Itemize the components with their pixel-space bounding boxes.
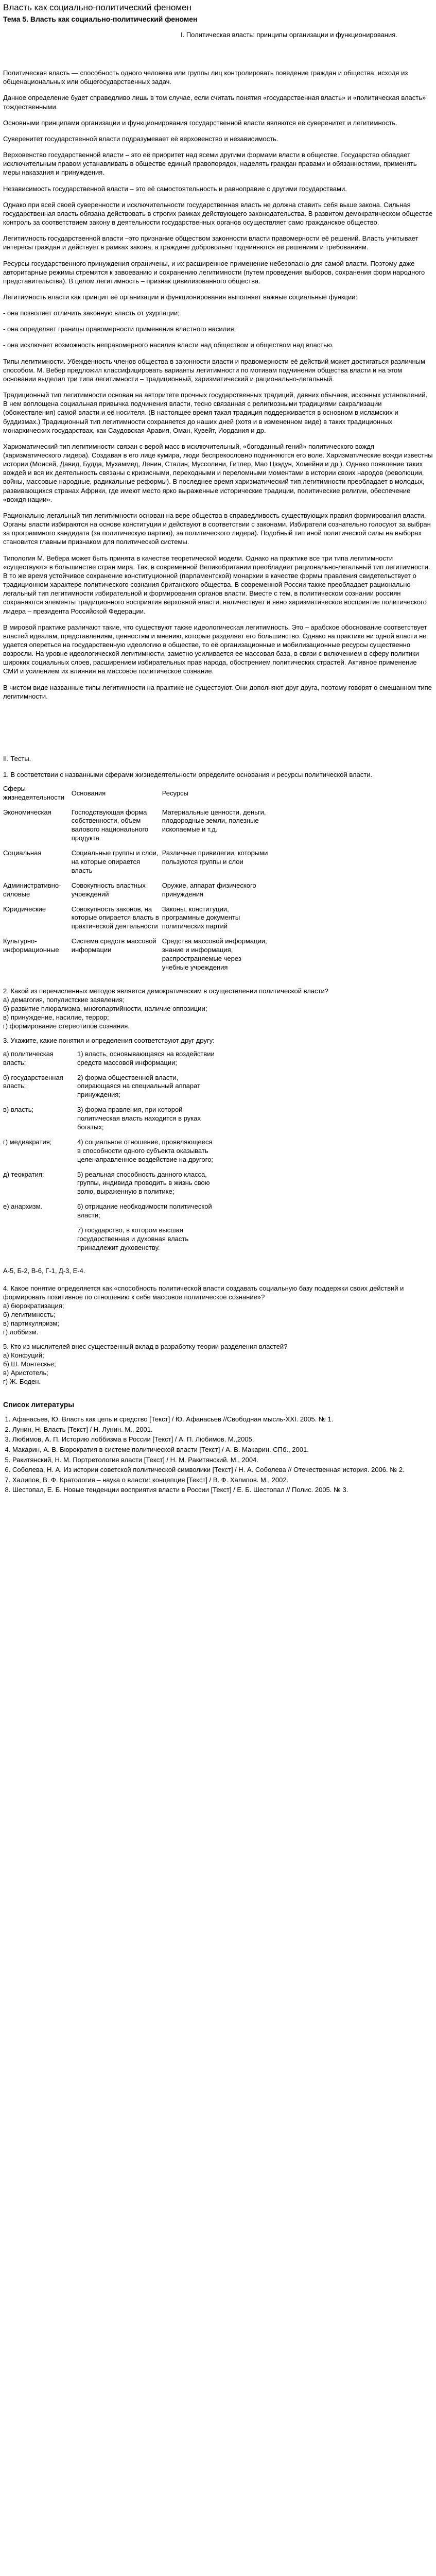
paragraph: Традиционный тип легитимности основан на авторитете прочных государственных традиций, давних обычаев, исконных установлений. В нем воплощена социальная привычка подчинения власти, тесно связанная с религиозными традициями сакрализации (обожествления) самой власти и её носителя. (В настоящее время такая традиция поддерживается в основном в исламских и буддизмах.) Традиционный тип легитимности сохраняется до наших дней (хотя и в измененном виде) в таких традиционных монархических государствах, как Саудовская Аравия, Оман, Кувейт, Иордания и др. <box>3 391 428 434</box>
table-cell: Система средств массовой информации <box>71 937 156 954</box>
matching-table <box>3 1049 219 1258</box>
table-cell: Господствующая форма собственности, объем валового национального продукта <box>71 808 149 842</box>
paragraph: Харизматический тип легитимности связан с верой масс в исключительный, «богоданный гений» политического вождя (харизматического лидера). Создавая в его лице кумира, люди беспрекословно подчиняются его воле. Харизматические вожди известны истории (Моисей, Давид, Будда, Мухаммед, Ленин, Сталин, Муссолини, Гитлер, Мао Цзэдун, Хомейни и др.). Однако появление таких вождей и вся их деятельность связаны с кризисными, переходными и переломными моментами в истории своих народов (революции, войны, массовые народные, радикальные реформы). В последнее время харизматический тип легитимности преобладает в молодых, развивающихся странах Африки, где имеют место ярко выраженные исторические традиции, политические религии, обеспечение «вождя нации». <box>3 442 433 503</box>
reference-item: 5. Ракитянский, Н. М. Портретология власти [Текст] / Н. М. Ракитянский. М., 2004. <box>12 1455 433 1465</box>
table-cell: Различные привилегии, которыми пользуются группы и слои <box>162 849 268 866</box>
answer-option: а) Конфуций; <box>3 1351 44 1359</box>
table-cell: б) государственная власть; <box>3 1073 63 1090</box>
topic-heading: Тема 5. Власть как социально-политический феномен <box>3 15 198 24</box>
paragraph: Основными принципами организации и функционирования государственной власти являются её суверенитет и легитимность. <box>3 118 397 127</box>
answer-option: г) формирование стереотипов сознания. <box>3 1022 130 1030</box>
table-row <box>3 1201 219 1225</box>
table-row <box>3 880 271 904</box>
paragraph: Рационально-легальный тип легитимности основан на вере общества в справедливость существующих правил формирования власти. Органы власти избираются на основе конституции и действуют в соответствии с законами. Избиратели сознательно голосуют за выбран за программного кандидата (за политическую партию), за политического лидера). Подобный тип иной политической силы на выборах становится главным признаком для политической системы. <box>3 511 431 546</box>
reference-item: 1. Афанасьев, Ю. Власть как цель и средство [Текст] / Ю. Афанасьев //Свободная мысль-XXI. 2005. № 1. <box>12 1415 433 1424</box>
answer-option: а) демагогия, популистские заявления; <box>3 995 125 1004</box>
body-text <box>3 69 433 701</box>
table-cell: Административно-силовые <box>3 881 61 898</box>
paragraph: Однако при всей своей суверенности и исключительности государственная власть не должна ставить себя выше закона. Сильная государственная власть обязана действовать в строгих рамках действующего законодательства. В развитом демократическом обществе контроль за соответствием закону в деятельности государственных органов осуществляет само гражданское общество. <box>3 200 433 227</box>
spacer <box>3 708 433 754</box>
question-4 <box>3 1284 433 1337</box>
table-cell: а) политическая власть; <box>3 1049 54 1066</box>
question-5 <box>3 1342 433 1386</box>
paragraph: Легитимность государственной власти –это признание обществом законности власти правомерности её решений. Власть учитывает интересы граждан и действует в рамках закона, а граждане добровольно подчиняются её решениям и требованиям. <box>3 234 418 251</box>
paragraph: Легитимность власти как принцип её организации и функционирования выполняет важные социальные функции: <box>3 293 358 301</box>
question-text: 1. В соответствии с названными сферами жизнедеятельности определите основания и ресурсы политической власти. <box>3 771 373 779</box>
table-cell: Социальная <box>3 849 42 857</box>
table-cell: Совокупность законов, на которые опирается власть в практической деятельности <box>71 905 159 930</box>
table-cell: 1) власть, основывающаяся на воздействии средств массовой информации; <box>77 1049 215 1066</box>
paragraph: Данное определение будет справедливо лишь в том случае, если считать понятия «государственная власть» и «политическая власть» тождественными. <box>3 94 426 111</box>
reference-item: 8. Шестопал, Е. Б. Новые тенденции восприятия власти в России [Текст] / Е. Б. Шестопал // Полис. 2005. № 3. <box>12 1485 433 1495</box>
table-cell: 3) форма правления, при которой политическая власть находится в руках богатых; <box>77 1106 201 1131</box>
table-cell: 5) реальная способность данного класса, группы, индивида проводить в жизнь свою волю, выраженную в политике; <box>77 1170 210 1196</box>
reference-item: 2. Лунин, Н. Власть [Текст] / Н. Лунин. М., 2001. <box>12 1425 433 1434</box>
table-header-row <box>3 783 271 807</box>
paragraph: - она исключает возможность неправомерного насилия власти над обществом и обществом над властью. <box>3 341 334 349</box>
answer-option: б) развитие плюрализма, многопартийности, наличие оппозиции; <box>3 1005 207 1013</box>
table-cell: д) теократия; <box>3 1170 44 1178</box>
spheres-table <box>3 783 271 977</box>
table-row <box>3 807 271 849</box>
table-row <box>3 848 271 880</box>
table-cell: Материальные ценности, деньги, плодородные земли, полезные ископаемые и т.д. <box>162 808 266 834</box>
table-cell: 2) форма общественной власти, опирающаяся на специальный аппарат принуждения; <box>77 1073 201 1099</box>
question-2 <box>3 987 433 1031</box>
question-1 <box>3 770 433 977</box>
references-heading: Список литературы <box>3 1400 75 1409</box>
table-row <box>3 936 271 977</box>
page-title: Власть как социально-политический феномен <box>3 3 191 12</box>
table-cell: Юридические <box>3 905 46 913</box>
table-cell: г) медиакратия; <box>3 1138 52 1146</box>
table-cell: е) анархизм. <box>3 1202 43 1211</box>
column-header: Ресурсы <box>162 789 188 797</box>
tests-section <box>3 754 433 1386</box>
table-cell: Средства массовой информации, знание и информация, распространяемые через учебные учреждения <box>162 937 267 971</box>
paragraph: Ресурсы государственного принуждения ограничены, и их расширенное применение небезопасно для самой власти. Поэтому даже авторитарные режимы стремятся к завоеванию и сохранению легитимности (путем проведения выборов, сохранения форм народного представительства). В целом легитимность – признак цивилизованного общества. <box>3 259 425 285</box>
table-cell: 4) социальное отношение, проявляющееся в способности одного субъекта оказывать целенаправленное воздействие на другого; <box>77 1138 213 1163</box>
table-cell: 6) отрицание необходимости политической власти; <box>77 1202 212 1219</box>
table-cell: Социальные группы и слои, на которые опирается власть <box>71 849 159 874</box>
answer-option: б) Ш. Монтескье; <box>3 1360 56 1368</box>
table-row <box>3 904 271 937</box>
table-cell: Законы, конституции, программные документы политических партий <box>162 905 240 930</box>
references-section <box>3 1400 433 1494</box>
reference-item: 4. Макарин, А. В. Бюрократия в системе политической власти [Текст] / А. В. Макарин. СПб., 2001. <box>12 1445 433 1454</box>
table-cell <box>3 1225 77 1258</box>
paragraph: - она определяет границы правомерности применения властного насилия; <box>3 325 236 333</box>
table-cell: Экономическая <box>3 808 51 816</box>
table-row <box>3 1105 219 1137</box>
answer-key: А-5, Б-2, В-6, Г-1, Д-3, Е-4. <box>3 1266 85 1275</box>
references-list <box>3 1415 433 1494</box>
table-row <box>3 1225 219 1258</box>
answer-option: в) партикуляризм; <box>3 1319 59 1328</box>
question-text: 5. Кто из мыслителей внес существенный вклад в разработку теории разделения властей? <box>3 1342 288 1350</box>
section-heading: I. Политическая власть: принципы организации и функционирования. <box>181 31 397 39</box>
table-cell: в) власть; <box>3 1106 34 1114</box>
table-cell: Оружие, аппарат физического принуждения <box>162 881 256 898</box>
question-text: 2. Какой из перечисленных методов является демократическим в осуществлении политической власти? <box>3 987 328 995</box>
table-row <box>3 1170 219 1202</box>
reference-item: 3. Любимов, А. П. Историю лоббизма в России [Текст] / А. П. Любимов. М.,2005. <box>12 1435 433 1444</box>
paragraph: Типология М. Вебера может быть принята в качестве теоретической модели. Однако на практике все три типа легитимности «существуют» в большинстве стран мира. Так, в современной Великобритании преобладает рационально-легальный тип легитимности. В то же время устойчивое сохранение конституционной (парламентской) монархии в качестве формы правления свидетельствует о традиционном характере политического сознания британского общества. В современной России также преобладает рационально-легальный тип легитимности избирательной и формирования органов власти. Вместе с тем, в политическом сознании россиян сохраняются элементы традиционного восприятия верховной власти, наличествует и явно харизматическое восприятие политического лидера – президента Российской Федерации. <box>3 554 430 615</box>
paragraph: В мировой практике различают такие, что существуют также идеологическая легитимность. Это – арабское обоснование соответствует властей идеалам, представлениям, ценностям и мнению, которые разделяет его большинство. Однако на практике ни одной власти не удается опереться на государственную идеологию в обществе, то её организационные и мобилизационные ресурсы существенно возросли. На уровне идеологической легитимности, заметно усиливается ее массовая база, в связи с включением в сферу политики широких социальных слоев, расширением избирательных прав народа, обострением политических страстей. Активное применение СМИ и усилением их влияния на массовое политическое сознание. <box>3 623 427 675</box>
table-row <box>3 1073 219 1105</box>
table-row <box>3 1137 219 1170</box>
table-row <box>3 1049 219 1073</box>
answer-option: в) Аристотель; <box>3 1369 48 1377</box>
paragraph: Политическая власть — способность одного человека или группы лиц контролировать поведение граждан и общества, исходя из общенациональных или общегосударственных задач. <box>3 69 408 86</box>
column-header: Основания <box>71 789 106 797</box>
paragraph: Типы легитимности. Убежденность членов общества в законности власти и правомерности её действий может достигаться различным способом. М. Вебер предложил классифицировать варианты легитимности по мотивам подчинения общества власти и на этом основании выделил три типа легитимности – традиционный, харизматический и рационально-легальный. <box>3 357 425 383</box>
table-cell: Культурно-информационные <box>3 937 59 954</box>
reference-item: 6. Соболева, Н. А. Из истории советской политической символики [Текст] / Н. А. Соболева // Отечественная история. 2006. № 2. <box>12 1465 433 1475</box>
question-text: 4. Какое понятие определяется как «способность политической власти создавать социальную базу поддержки своих действий и формировать позитивное по отношению к себе массовое политическое сознание»? <box>3 1284 404 1301</box>
paragraph: В чистом виде названные типы легитимности на практике не существуют. Они дополняют друг друга, поэтому говорят о смешанном типе легитимности. <box>3 683 432 700</box>
question-text: 3. Укажите, какие понятия и определения соответствуют друг другу: <box>3 1036 215 1044</box>
answer-option: б) легитимность; <box>3 1311 56 1319</box>
table-cell: Совокупность властных учреждений <box>71 881 146 898</box>
table-cell: 7) государство, в котором высшая государственная и духовная власть принадлежит духовенству. <box>77 1226 189 1251</box>
answer-option: а) бюрократизация; <box>3 1301 64 1310</box>
tests-heading: II. Тесты. <box>3 754 31 762</box>
paragraph: Независимость государственной власти – это её самостоятельность и равноправие с другими государствами. <box>3 184 347 193</box>
answer-option: г) Ж. Боден. <box>3 1378 41 1386</box>
paragraph: Суверенитет государственной власти подразумевает её верховенство и независимость. <box>3 134 278 143</box>
answer-option: г) лоббизм. <box>3 1328 39 1336</box>
paragraph: Верховенство государственной власти – это её приоритет над всеми другими формами власти в обществе. Государство обладает исключительным правом устанавливать в обществе единый правопорядок, наделять граждан правами и обязанностями, применять меры наказания и принуждения. <box>3 151 417 177</box>
reference-item: 7. Халипов, В. Ф. Кратология – наука о власти: концепция [Текст] / В. Ф. Халипов. М., 2002. <box>12 1476 433 1485</box>
column-header: Сферы жизнедеятельности <box>3 785 64 802</box>
question-3 <box>3 1036 433 1258</box>
paragraph: - она позволяет отличить законную власть от узурпации; <box>3 309 180 317</box>
answer-option: в) принуждение, насилие, террор; <box>3 1013 109 1022</box>
